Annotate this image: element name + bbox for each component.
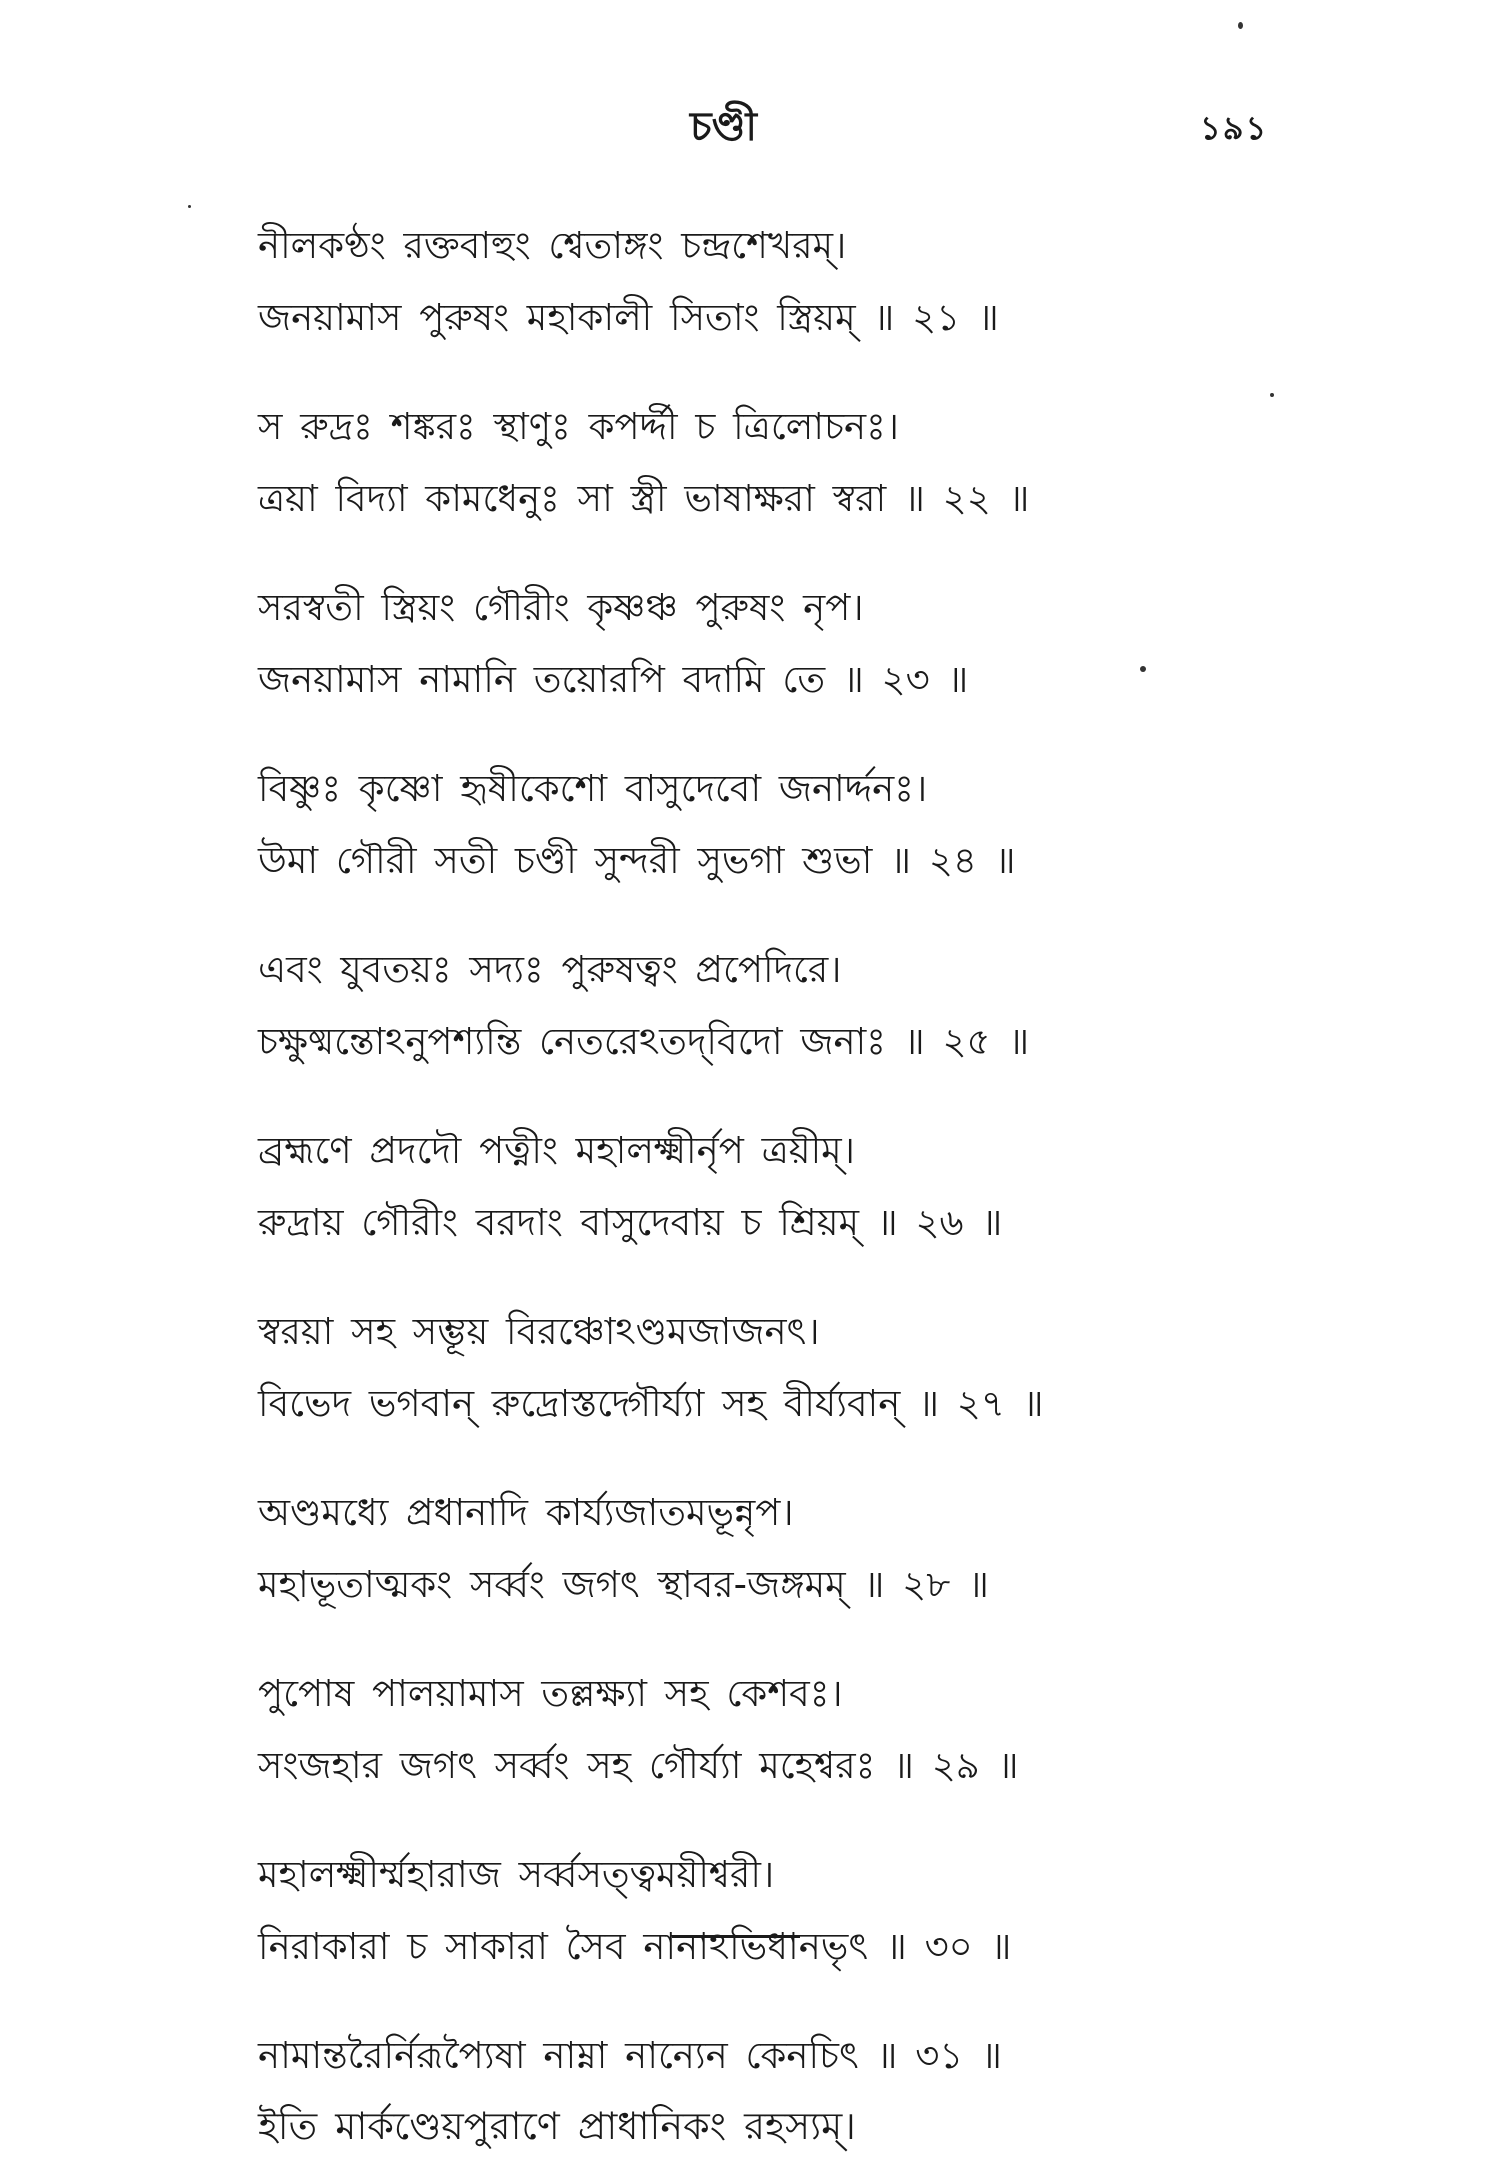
verse-line: বিভেদ ভগবান্ রুদ্রোস্তদ্গৌর্য্যা সহ বীর্য্যবান্ ॥ ২৭ ॥ [258, 1382, 1044, 1425]
verse-line: নামান্তরৈর্নিরূপ্যৈষা নাম্না নান্যেন কেনচিৎ ॥ ৩১ ॥ [258, 2034, 1002, 2077]
verse-21 [258, 210, 1408, 354]
end-rule [672, 1935, 800, 1938]
page-header [0, 95, 1500, 155]
verse-line: নীলকণ্ঠং রক্তবাহুং শ্বেতাঙ্গং চন্দ্রশেখরম্। [258, 224, 847, 267]
verse-line: ব্রহ্মণে প্রদদৌ পত্নীং মহালক্ষ্মীর্নৃপ ত্রয়ীম্। [258, 1129, 855, 1172]
verse-line: এবং যুবতয়ঃ সদ্যঃ পুরুষত্বং প্রপেদিরে। [258, 948, 842, 991]
verse-31 [258, 2020, 1408, 2092]
verse-line: সরস্বতী স্ত্রিয়ং গৌরীং কৃষ্ণঞ্চ পুরুষং নৃপ। [258, 586, 864, 629]
verse-29 [258, 1658, 1408, 1802]
verse-line: স্বরয়া সহ সম্ভূয় বিরঞ্চোঽণ্ডমজাজনৎ। [258, 1310, 820, 1353]
verse-22 [258, 391, 1408, 535]
page-number: ১৯১ [1200, 109, 1269, 147]
colophon: ইতি মার্কণ্ডেয়পুরাণে প্রাধানিকং রহস্যম্। [258, 2104, 856, 2148]
verse-line: ত্রয়া বিদ্যা কামধেনুঃ সা স্ত্রী ভাষাক্ষরা স্বরা ॥ ২২ ॥ [258, 477, 1030, 520]
ink-speck [1140, 666, 1146, 672]
verse-28 [258, 1477, 1408, 1621]
verse-body [258, 210, 1408, 2164]
running-title: চণ্ডী [690, 104, 757, 150]
verse-line: জনয়ামাস পুরুষং মহাকালী সিতাং স্ত্রিয়ম্ ॥ ২১ ॥ [258, 296, 999, 339]
verse-line: স রুদ্রঃ শঙ্করঃ স্থাণুঃ কপর্দ্দী চ ত্রিলোচনঃ। [258, 405, 900, 448]
verse-line: অণ্ডমধ্যে প্রধানাদি কার্য্যজাতমভূন্নৃপ। [258, 1491, 794, 1534]
verse-24 [258, 753, 1408, 897]
verse-line: রুদ্রায় গৌরীং বরদাং বাসুদেবায় চ শ্রিয়ম্ ॥ ২৬ ॥ [258, 1201, 1003, 1244]
verse-line: চক্ষুষ্মন্তোঽনুপশ্যন্তি নেতরেঽতদ্‌বিদো জনাঃ ॥ ২৫ ॥ [258, 1020, 1030, 1063]
verse-25 [258, 934, 1408, 1078]
ink-speck [1238, 22, 1243, 29]
verse-line: উমা গৌরী সতী চণ্ডী সুন্দরী সুভগা শুভা ॥ ২৪ ॥ [258, 839, 1016, 882]
verse-line: মহালক্ষ্মীর্ম্মহারাজ সর্ব্বসত্ত্বময়ীশ্বরী। [258, 1853, 775, 1896]
verse-30 [258, 1839, 1408, 1983]
verse-line: নিরাকারা চ সাকারা সৈব নানাঽভিধানভৃৎ ॥ ৩০ ॥ [258, 1925, 1012, 1968]
verse-23 [258, 572, 1408, 716]
verse-27 [258, 1296, 1408, 1440]
verse-line: মহাভূতাত্মকং সর্ব্বং জগৎ স্থাবর-জঙ্গমম্ ॥ ২৮ ॥ [258, 1563, 989, 1606]
verse-line: সংজহার জগৎ সর্ব্বং সহ গৌর্য্যা মহেশ্বরঃ ॥ ২৯ ॥ [258, 1744, 1019, 1787]
ink-speck [188, 205, 191, 208]
verse-line: পুপোষ পালয়ামাস তল্লক্ষ্যা সহ কেশবঃ। [258, 1672, 843, 1715]
verse-26 [258, 1115, 1408, 1259]
verse-line: জনয়ামাস নামানি তয়োরপি বদামি তে ॥ ২৩ ॥ [258, 658, 969, 701]
verse-line: বিষ্ণুঃ কৃষ্ণো হৃষীকেশো বাসুদেবো জনার্দ্দনঃ। [258, 767, 928, 810]
ink-speck [1270, 393, 1274, 397]
